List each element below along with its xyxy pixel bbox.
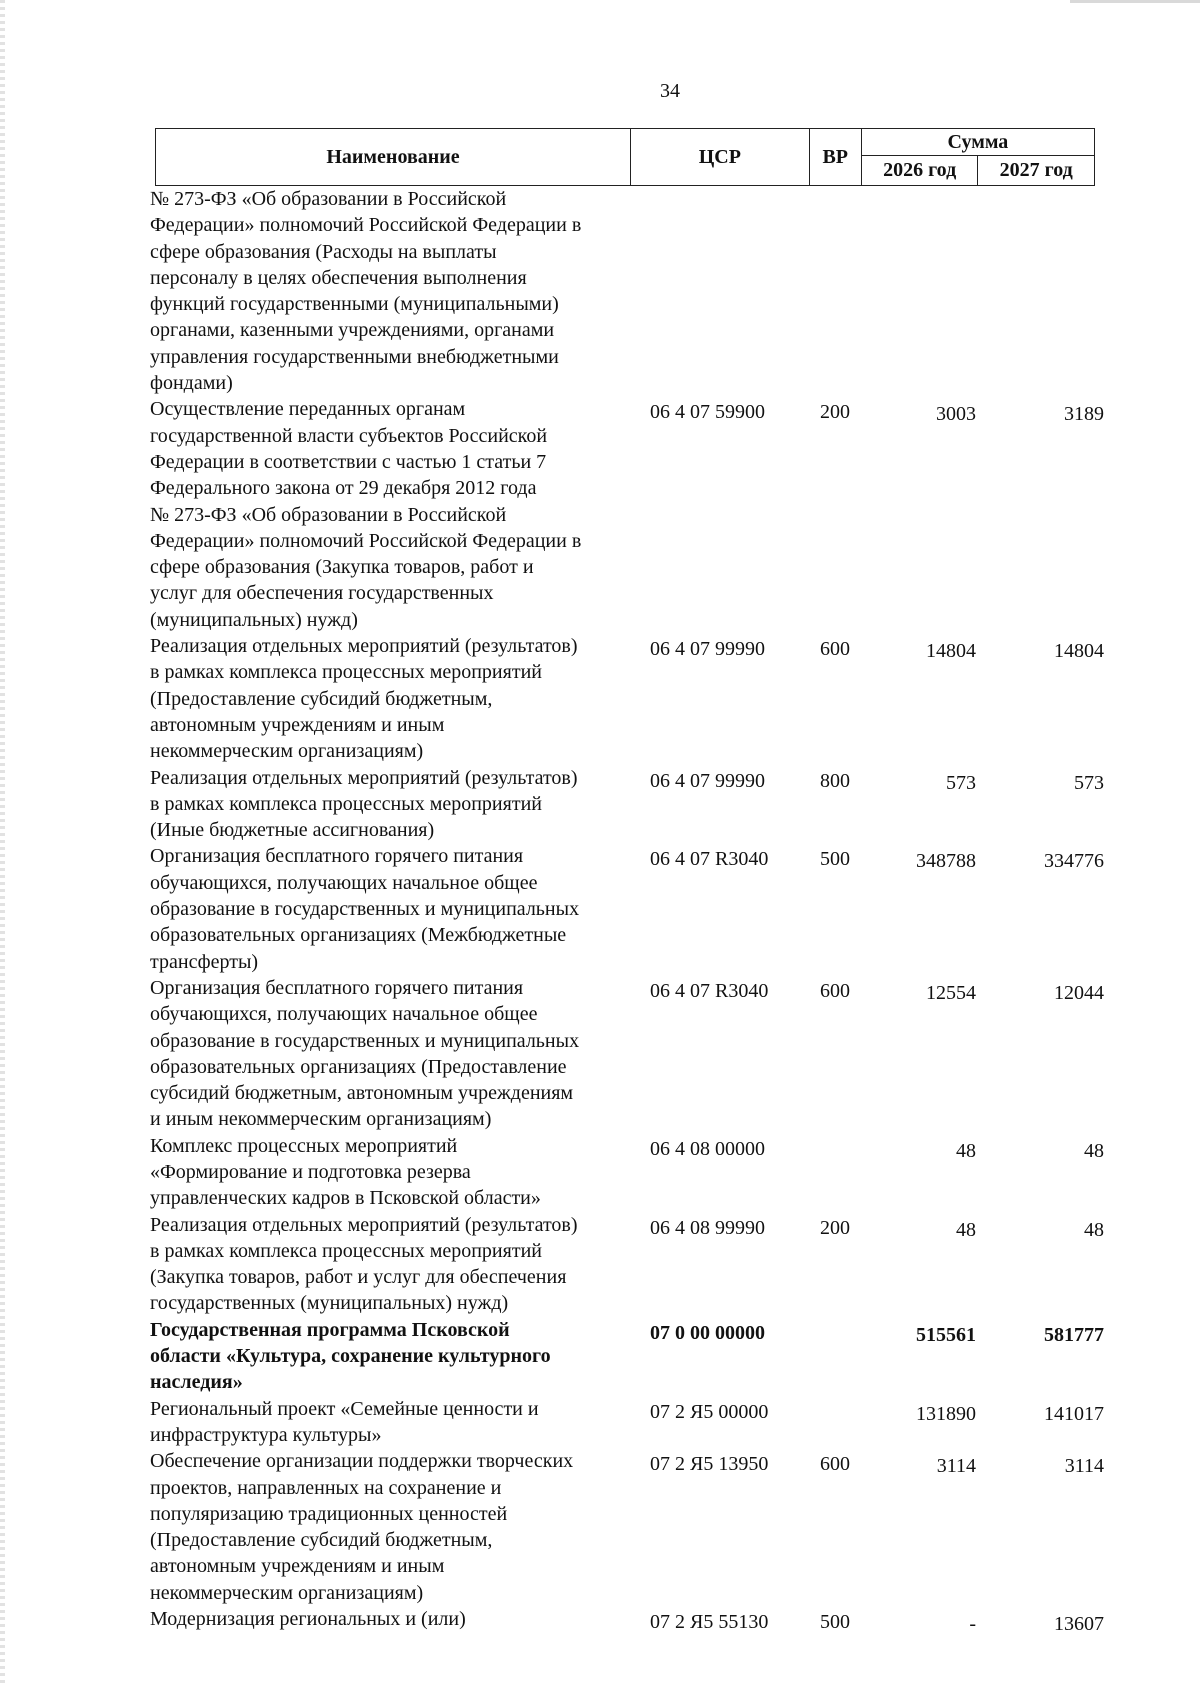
table-row	[150, 1133, 1110, 1212]
row-csr-cell: 06 4 08 00000	[650, 1137, 765, 1160]
row-name-line: некоммерческим организациям)	[150, 1581, 424, 1604]
row-name-line: и иным некоммерческим организациям)	[150, 1108, 492, 1131]
row-name-line: органами, казенными учреждениями, органами	[150, 319, 555, 342]
table-row	[150, 1212, 1110, 1317]
row-name-line: (Иные бюджетные ассигнования)	[150, 819, 435, 842]
row-name-cell	[150, 843, 635, 974]
row-vr-cell	[813, 1396, 865, 1449]
table-row	[150, 765, 1110, 844]
row-name-line: области «Культура, сохранение культурного	[150, 1345, 551, 1368]
row-vr-cell: 500	[820, 848, 850, 871]
row-vr-cell: 600	[820, 638, 850, 661]
row-name-line: Федерации в соответствии с частью 1 статьи 7	[150, 450, 547, 473]
row-csr-cell: 06 4 07 99990	[650, 638, 765, 661]
row-name-cell	[150, 1317, 635, 1396]
row-name-line: управленческих кадров в Псковской области»	[150, 1187, 541, 1210]
row-amount-2026: 12554	[926, 981, 976, 1004]
row-name-line: Реализация отдельных мероприятий (результатов)	[150, 635, 578, 658]
header-csr: ЦСР	[631, 129, 810, 186]
row-name-line: Обеспечение организации поддержки творческих	[150, 1450, 574, 1473]
row-name-line: Федерального закона от 29 декабря 2012 года	[150, 477, 537, 500]
row-csr-cell: 06 4 07 R3040	[650, 848, 769, 871]
row-name-line: в рамках комплекса процессных мероприятий	[150, 792, 542, 815]
row-name-line: Организация бесплатного горячего питания	[150, 976, 524, 999]
row-vr-cell: 800	[820, 769, 850, 792]
row-vr-cell: 200	[820, 401, 850, 424]
row-vr-cell: 200	[820, 1216, 850, 1239]
row-name-line: «Формирование и подготовка резерва	[150, 1160, 471, 1183]
header-name: Наименование	[156, 129, 631, 186]
row-csr-cell: 06 4 07 R3040	[650, 979, 769, 1002]
row-name-line: государственной власти субъектов Российской	[150, 424, 548, 447]
row-amount-2026: 573	[946, 771, 976, 794]
row-name-line: (Закупка товаров, работ и услуг для обеспечения	[150, 1266, 567, 1289]
scan-edge-left	[0, 0, 5, 1686]
page-number: 34	[660, 80, 680, 102]
row-name-cell	[150, 1133, 635, 1212]
row-amount-2027	[982, 186, 1108, 396]
row-amount-2026: 14804	[926, 640, 976, 663]
row-amount-2027: 581777	[1044, 1323, 1104, 1346]
row-csr-cell: 06 4 07 59900	[650, 401, 765, 424]
row-amount-2026: 515561	[916, 1323, 976, 1346]
row-csr-cell	[635, 186, 813, 396]
row-name-cell	[150, 1396, 635, 1449]
header-year-2026: 2026 год	[861, 156, 978, 186]
row-csr-cell: 07 0 00 00000	[650, 1321, 765, 1344]
row-csr-cell: 07 2 Я5 55130	[650, 1611, 769, 1634]
row-name-line: наследия»	[150, 1371, 243, 1394]
row-vr-cell	[813, 186, 865, 396]
row-name-line: в рамках комплекса процессных мероприятий	[150, 1239, 542, 1262]
row-amount-2026: -	[969, 1613, 976, 1636]
header-year-2027: 2027 год	[978, 156, 1095, 186]
row-csr-cell: 07 2 Я5 13950	[650, 1453, 769, 1476]
header-sum: Сумма	[861, 129, 1094, 156]
row-amount-2027: 3114	[1064, 1455, 1104, 1478]
row-name-line: Организация бесплатного горячего питания	[150, 845, 524, 868]
row-vr-cell: 600	[820, 979, 850, 1002]
row-name-line: фондами)	[150, 372, 233, 395]
row-amount-2026: 131890	[916, 1402, 976, 1425]
row-name-line: автономным учреждениям и иным	[150, 713, 445, 736]
row-name-line: Модернизация региональных и (или)	[150, 1608, 466, 1631]
table-row	[150, 1448, 1110, 1606]
table-row	[150, 975, 1110, 1133]
row-name-line: в рамках комплекса процессных мероприятий	[150, 661, 542, 684]
row-name-line: Комплекс процессных мероприятий	[150, 1134, 458, 1157]
row-amount-2026	[865, 186, 982, 396]
row-name-cell	[150, 633, 635, 764]
row-name-line: образование в государственных и муниципальных	[150, 898, 580, 921]
row-amount-2026: 348788	[916, 850, 976, 873]
row-vr-cell	[813, 1317, 865, 1396]
row-name-line: образование в государственных и муниципальных	[150, 1029, 580, 1052]
row-name-line: Федерации» полномочий Российской Федерации в	[150, 214, 582, 237]
row-name-cell	[150, 1212, 635, 1317]
row-amount-2027: 13607	[1054, 1613, 1104, 1636]
row-amount-2027: 48	[1084, 1218, 1104, 1241]
row-name-line: субсидий бюджетным, автономным учреждениям	[150, 1082, 574, 1105]
table-header	[155, 128, 1095, 186]
row-name-line: сфере образования (Закупка товаров, работ и	[150, 556, 534, 579]
row-name-line: № 273-ФЗ «Об образовании в Российской	[150, 503, 507, 526]
row-amount-2027: 3189	[1064, 403, 1104, 426]
row-name-line: Осуществление переданных органам	[150, 398, 466, 421]
row-name-line: инфраструктура культуры»	[150, 1423, 382, 1446]
row-name-line: персоналу в целях обеспечения выполнения	[150, 266, 527, 289]
row-amount-2027: 14804	[1054, 640, 1104, 663]
row-name-line: проектов, направленных на сохранение и	[150, 1476, 502, 1499]
row-name-line: образовательных организациях (Предоставление	[150, 1055, 567, 1078]
row-name-line: автономным учреждениям и иным	[150, 1555, 445, 1578]
table-body	[150, 186, 1110, 1637]
row-name-line: № 273-ФЗ «Об образовании в Российской	[150, 188, 507, 210]
row-csr-cell: 07 2 Я5 00000	[650, 1400, 769, 1423]
table-row	[150, 1396, 1110, 1449]
row-amount-2027: 12044	[1054, 981, 1104, 1004]
row-name-cell	[150, 975, 635, 1133]
scan-edge-top	[1070, 0, 1200, 3]
row-amount-2026: 48	[956, 1218, 976, 1241]
table-row	[150, 633, 1110, 764]
row-amount-2026: 3003	[936, 403, 976, 426]
row-name-cell	[150, 1448, 635, 1606]
row-csr-cell: 06 4 07 99990	[650, 769, 765, 792]
row-name-cell	[150, 396, 635, 633]
table-row	[150, 396, 1110, 633]
row-amount-2026: 3114	[936, 1455, 976, 1478]
row-name-line: (Предоставление субсидий бюджетным,	[150, 1529, 493, 1552]
row-name-line: некоммерческим организациям)	[150, 740, 424, 763]
row-amount-2027: 573	[1074, 771, 1104, 794]
row-name-cell	[150, 186, 635, 396]
row-name-line: Региональный проект «Семейные ценности и	[150, 1397, 539, 1420]
row-name-line: управления государственными внебюджетными	[150, 345, 559, 368]
row-vr-cell: 600	[820, 1453, 850, 1476]
row-name-line: (Предоставление субсидий бюджетным,	[150, 687, 493, 710]
row-amount-2027: 141017	[1044, 1402, 1104, 1425]
row-name-line: образовательных организациях (Межбюджетные	[150, 924, 567, 947]
row-amount-2026: 48	[956, 1139, 976, 1162]
row-name-line: трансферты)	[150, 950, 259, 973]
row-name-line: Государственная программа Псковской	[150, 1318, 510, 1341]
row-amount-2027: 48	[1084, 1139, 1104, 1162]
table-row	[150, 843, 1110, 974]
row-name-line: Реализация отдельных мероприятий (результатов)	[150, 1213, 578, 1236]
row-name-line: государственных (муниципальных) нужд)	[150, 1292, 509, 1315]
header-vr: ВР	[809, 129, 861, 186]
row-name-cell	[150, 1606, 635, 1637]
row-vr-cell: 500	[820, 1611, 850, 1634]
table-row	[150, 1317, 1110, 1396]
row-name-line: популяризацию традиционных ценностей	[150, 1502, 508, 1525]
row-amount-2027: 334776	[1044, 850, 1104, 873]
row-name-line: функций государственными (муниципальными)	[150, 293, 559, 316]
row-name-line: обучающихся, получающих начальное общее	[150, 871, 538, 894]
row-name-line: Реализация отдельных мероприятий (результатов)	[150, 766, 578, 789]
row-name-line: сфере образования (Расходы на выплаты	[150, 240, 497, 263]
row-vr-cell	[813, 1133, 865, 1212]
row-csr-cell: 06 4 08 99990	[650, 1216, 765, 1239]
table-row	[150, 1606, 1110, 1637]
row-name-line: (муниципальных) нужд)	[150, 608, 358, 631]
row-name-line: услуг для обеспечения государственных	[150, 582, 494, 605]
table-row	[150, 186, 1110, 396]
row-name-cell	[150, 765, 635, 844]
row-name-line: Федерации» полномочий Российской Федерации в	[150, 529, 582, 552]
row-name-line: обучающихся, получающих начальное общее	[150, 1003, 538, 1026]
